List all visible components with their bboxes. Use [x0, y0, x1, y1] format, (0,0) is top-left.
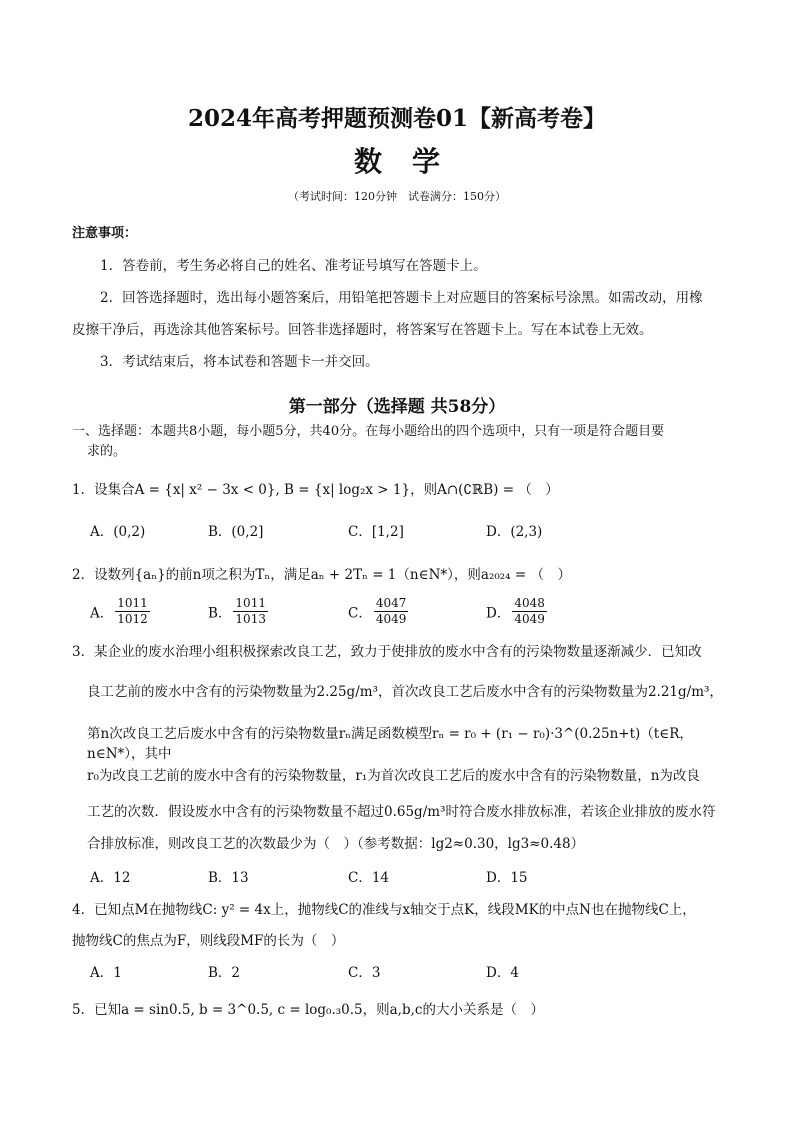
question-1-stem: 1．设集合A = {x| x² − 3x < 0}, B = {x| log₂x > 1}，则A∩(∁ℝB) = （ ）: [72, 482, 559, 498]
numerator: 1011: [235, 596, 266, 610]
notice-heading: 注意事项：: [72, 226, 138, 241]
notice-item-2a: 2．回答选择题时，选出每小题答案后，用铅笔把答题卡上对应题目的答案标号涂黑。如需改动，用橡: [100, 290, 703, 306]
exam-info: （考试时间：120分钟 试卷满分：150分）: [288, 190, 506, 203]
question-2-stem: 2．设数列{aₙ}的前n项之积为Tₙ，满足aₙ + 2Tₙ = 1（n∈N*），则a₂₀₂₄ = （ ）: [72, 567, 571, 583]
section-instruction-a: 一、选择题：本题共8小题，每小题5分，共40分。在每小题给出的四个选项中，只有一项是符合题目要: [72, 424, 665, 439]
notice-item-3: 3．考试结束后，将本试卷和答题卡一并交回。: [100, 354, 379, 370]
q2-option-c-fraction: [374, 596, 409, 627]
q3-option-d: D．15: [486, 870, 528, 886]
denominator: 1012: [117, 612, 148, 626]
q2-option-d-fraction: [512, 596, 547, 627]
notice-item-2b: 皮擦干净后，再选涂其他答案标号。回答非选择题时，将答案写在答题卡上。写在本试卷上无效。: [72, 322, 653, 338]
question-3-line-1: 3．某企业的废水治理小组积极探索改良工艺，致力于使排放的废水中含有的污染物数量逐渐减少．已知改: [72, 644, 702, 660]
denominator: 4049: [514, 612, 545, 626]
q4-option-c: C．3: [348, 965, 381, 981]
question-4-line-1: 4．已知点M在抛物线C: y² = 4x上，抛物线C的准线与x轴交于点K，线段MK的中点N也在抛物线C上，: [72, 902, 696, 918]
notice-item-1: 1．答卷前，考生务必将自己的姓名、准考证号填写在答题卡上。: [100, 258, 487, 274]
denominator: 1013: [235, 612, 266, 626]
question-2-options: [90, 596, 730, 636]
q2-option-c-label: C．: [348, 605, 372, 622]
q2-option-b-fraction: [233, 596, 268, 627]
q2-option-d-label: D．: [486, 605, 511, 622]
q4-option-d: D．4: [486, 965, 519, 981]
q3-option-b: B．13: [208, 870, 249, 886]
q2-option-d: [486, 596, 549, 627]
q2-option-b: [208, 596, 270, 627]
numerator: 1011: [117, 596, 148, 610]
q3-option-c: C．14: [348, 870, 390, 886]
question-3-line-2: 良工艺前的废水中含有的污染物数量为2.25g/m³，首次改良工艺后废水中含有的污染物数量为2.21g/m³，: [87, 684, 723, 700]
q2-option-c: [348, 596, 410, 627]
section-instruction-b: 求的。: [87, 444, 127, 459]
numerator: 4048: [514, 596, 545, 610]
exam-title: 2024年高考押题预测卷01【新高考卷】: [187, 105, 607, 132]
q2-option-a-label: A．: [90, 605, 114, 622]
question-4-line-2: 抛物线C的焦点为F，则线段MF的长为（ ）: [72, 933, 345, 949]
q1-option-d: D．(2,3): [486, 524, 543, 540]
question-3-line-4: r₀为改良工艺前的废水中含有的污染物数量，r₁为首次改良工艺后的废水中含有的污染物数量，n为改良: [87, 768, 700, 784]
question-3-line-3: 第n次改良工艺后废水中含有的污染物数量rₙ满足函数模型rₙ = r₀ + (r₁ − r₀)·3^(0.25n+t)（t∈R，n∈N*），其中: [87, 726, 693, 762]
q4-option-b: B．2: [208, 965, 241, 981]
q1-option-c: C．[1,2]: [348, 524, 404, 540]
section-title: 第一部分（选择题 共58分）: [288, 397, 506, 417]
q1-option-a: A．(0,2): [90, 524, 146, 540]
numerator: 4047: [375, 596, 407, 610]
q3-option-a: A．12: [90, 870, 131, 886]
question-5-stem: 5．已知a = sin0.5, b = 3^0.5, c = log₀.₃0.5，则a,b,c的大小关系是（ ）: [72, 1002, 544, 1018]
q2-option-a: [90, 596, 152, 627]
question-3-line-5: 工艺的次数．假设废水中含有的污染物数量不超过0.65g/m³时符合废水排放标准，若该企业排放的废水符: [87, 804, 716, 820]
q2-option-b-label: B．: [208, 605, 232, 622]
denominator: 4049: [375, 612, 407, 626]
q1-option-b: B．(0,2]: [208, 524, 264, 540]
subject-title: 数学: [353, 145, 470, 178]
question-3-line-6: 合排放标准，则改良工艺的次数最少为（ ）（参考数据：lg2≈0.30，lg3≈0.48）: [87, 836, 585, 852]
q4-option-a: A．1: [90, 965, 122, 981]
q2-option-a-fraction: [115, 596, 150, 627]
